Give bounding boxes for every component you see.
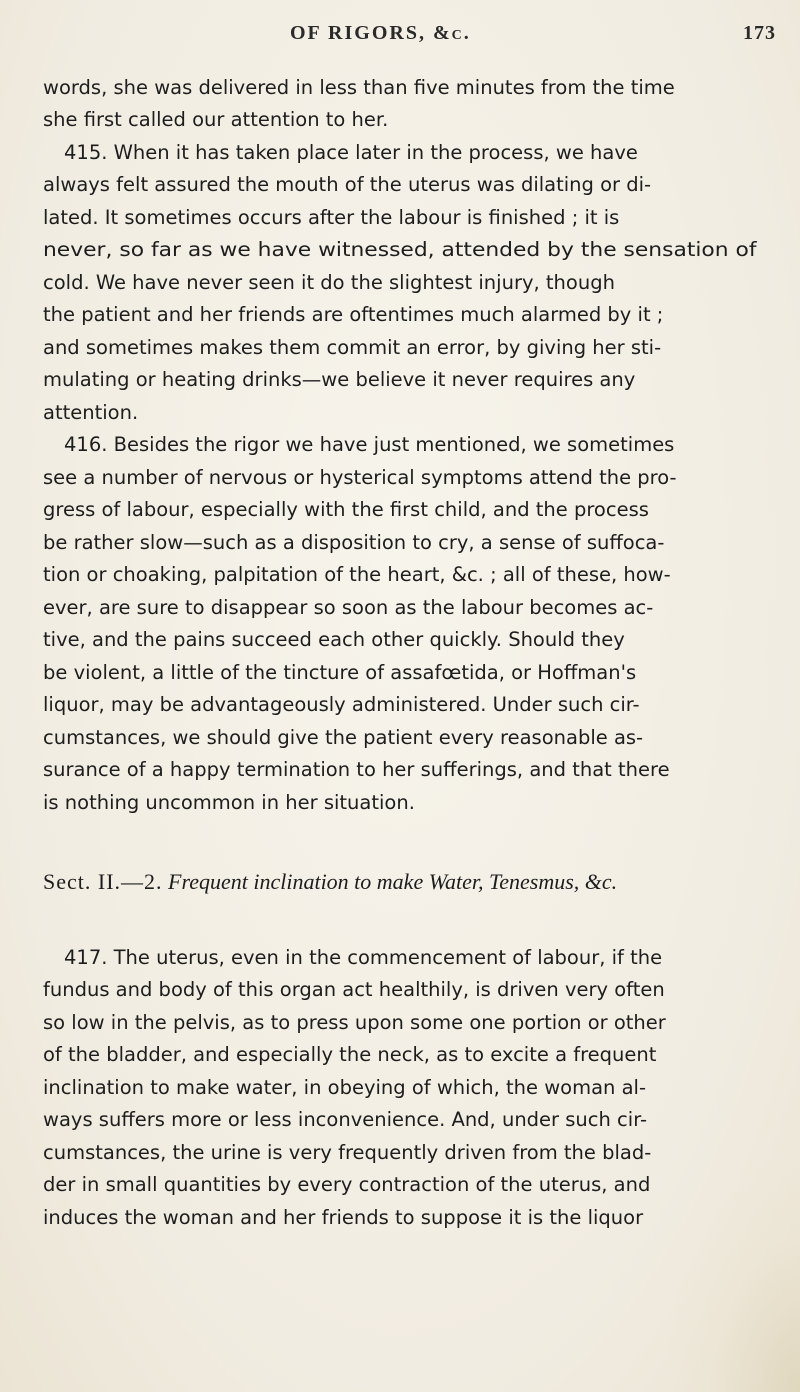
text-line: der in small quantities by every contraction of the uterus, and <box>43 1173 651 1196</box>
section-number: Sect. II.—2. <box>43 869 163 894</box>
text-line: be violent, a little of the tincture of assafœtida, or Hoffman's <box>43 661 637 684</box>
text-line: ways suffers more or less inconvenience. And, under such cir- <box>43 1108 648 1131</box>
text-line: ever, are sure to disappear so soon as the labour becomes ac- <box>43 596 654 619</box>
text-line: cold. We have never seen it do the slightest injury, though <box>43 271 615 294</box>
running-header <box>0 18 800 52</box>
text-line: attention. <box>43 401 139 424</box>
text-line: always felt assured the mouth of the uterus was dilating or di- <box>43 173 652 196</box>
section-heading <box>43 868 617 896</box>
text-line: fundus and body of this organ act healthily, is driven very often <box>43 978 665 1001</box>
text-line: never, so far as we have witnessed, attended by the sensation of <box>43 238 757 261</box>
text-line: cumstances, we should give the patient every reasonable as- <box>43 726 644 749</box>
text-line: see a number of nervous or hysterical symptoms attend the pro- <box>43 466 677 489</box>
text-line: cumstances, the urine is very frequently driven from the blad- <box>43 1141 652 1164</box>
text-line: tion or choaking, palpitation of the heart, &c. ; all of these, how- <box>43 563 671 586</box>
text-line: 416. Besides the rigor we have just mentioned, we sometimes <box>64 433 675 456</box>
text-line: words, she was delivered in less than five minutes from the time <box>43 76 675 99</box>
text-line: inclination to make water, in obeying of which, the woman al- <box>43 1076 647 1099</box>
text-line: 415. When it has taken place later in the process, we have <box>64 141 638 164</box>
text-line: is nothing uncommon in her situation. <box>43 791 415 814</box>
page-stain <box>660 1152 800 1392</box>
text-line: of the bladder, and especially the neck, as to excite a frequent <box>43 1043 657 1066</box>
text-line: so low in the pelvis, as to press upon some one portion or other <box>43 1011 666 1034</box>
text-line: the patient and her friends are oftentimes much alarmed by it ; <box>43 303 664 326</box>
section-title: Frequent inclination to make Water, Tenesmus, &c. <box>168 869 618 894</box>
text-line: and sometimes makes them commit an error, by giving her sti- <box>43 336 662 359</box>
text-line: liquor, may be advantageously administered. Under such cir- <box>43 693 640 716</box>
text-line: tive, and the pains succeed each other quickly. Should they <box>43 628 625 651</box>
text-line: 417. The uterus, even in the commencement of labour, if the <box>64 946 663 969</box>
text-line: induces the woman and her friends to suppose it is the liquor <box>43 1206 644 1229</box>
text-line: be rather slow—such as a disposition to cry, a sense of suffoca- <box>43 531 665 554</box>
page-number: 173 <box>743 22 776 44</box>
text-line: mulating or heating drinks—we believe it never requires any <box>43 368 636 391</box>
text-line: surance of a happy termination to her sufferings, and that there <box>43 758 670 781</box>
text-line: lated. It sometimes occurs after the labour is finished ; it is <box>43 206 620 229</box>
text-line: she first called our attention to her. <box>43 108 389 131</box>
text-line: gress of labour, especially with the first child, and the process <box>43 498 649 521</box>
running-title: OF RIGORS, &c. <box>290 22 471 44</box>
